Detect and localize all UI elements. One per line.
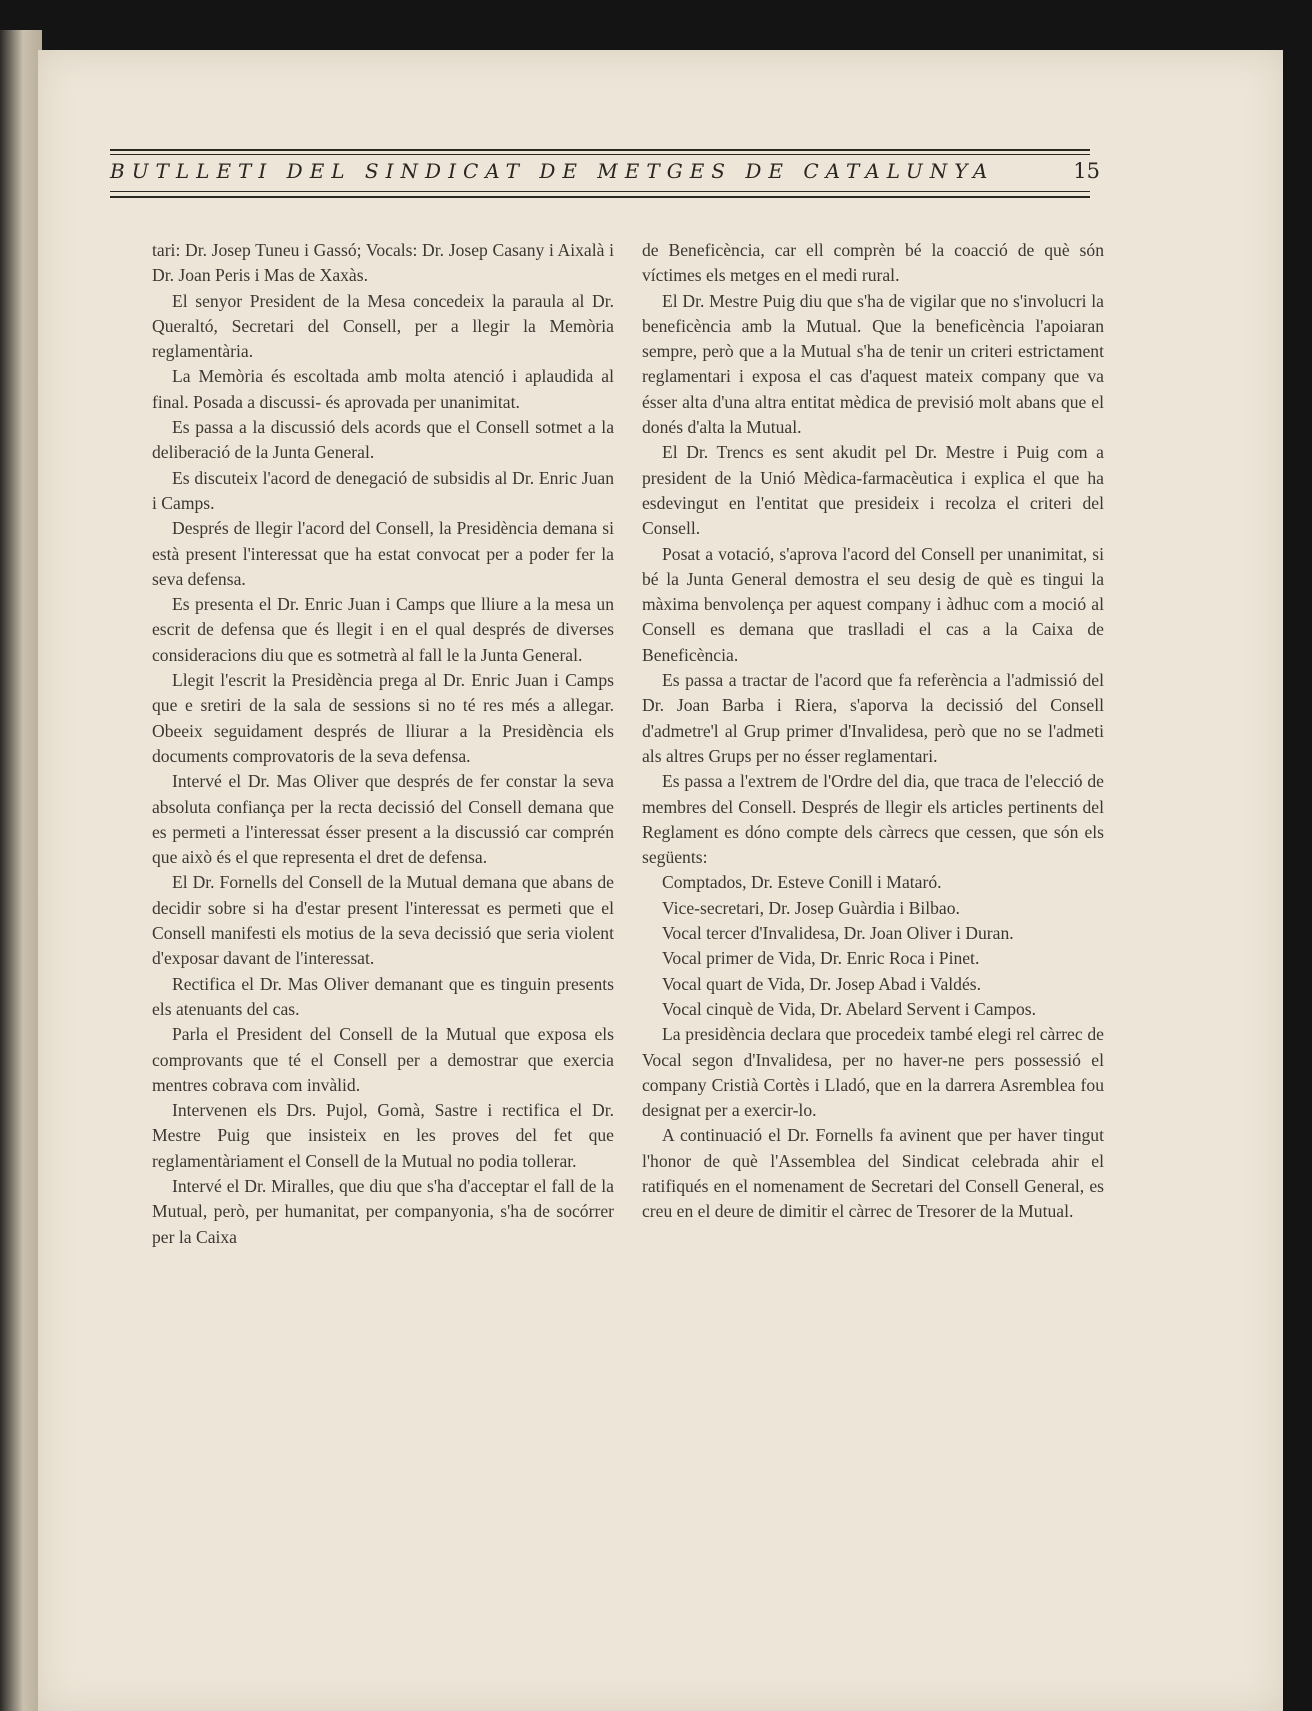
paragraph: La presidència declara que procedeix també elegi rel càrrec de Vocal segon d'Invalidesa, per no haver-ne pers possessió el company Cristià Cortès i Lladó, que en la darrera Asremblea fou designat per a exercir-lo. xyxy=(642,1024,1104,1121)
header-rule-top xyxy=(110,149,1090,151)
left-page-edge xyxy=(0,30,42,1711)
journal-title: BUTLLETI DEL SINDICAT DE METGES DE CATALUNYA xyxy=(110,159,995,183)
paragraph: Rectifica el Dr. Mas Oliver demanant que es tinguin presents els atenuants del cas. xyxy=(152,973,614,1019)
paragraph: Es passa a la discussió dels acords que el Consell sotmet a la deliberació de la Junta General. xyxy=(152,417,614,463)
paragraph: Intervenen els Drs. Pujol, Gomà, Sastre i rectifica el Dr. Mestre Puig que insisteix en les proves del fet que reglamentàriament el Consell de la Mutual no podia tollerar. xyxy=(152,1100,614,1171)
list-item: Vocal tercer d'Invalidesa, Dr. Joan Oliver i Duran. xyxy=(662,923,1014,944)
paragraph: Es presenta el Dr. Enric Juan i Camps que lliure a la mesa un escrit de defensa que és llegit i en el qual després de diverses consideracions diu que es sotmetrà al fall le la Junta General. xyxy=(152,594,614,665)
header-rule-top-thin xyxy=(110,154,1090,155)
paragraph: Posat a votació, s'aprova l'acord del Consell per unanimitat, si bé la Junta General demostra el seu desig de què es tingui la màxima benvolença per aquest company i àdhuc com a moció al Consell es demana que traslladi el cas a la Caixa de Beneficència. xyxy=(642,543,1104,665)
paragraph: Intervé el Dr. Mas Oliver que després de fer constar la seva absoluta confiança per la recta decissió del Consell demana que es permeti a l'interessat ésser present a la discussió car comprén que això és el que representa el dret de defensa. xyxy=(152,771,614,868)
right-column xyxy=(642,238,1104,1225)
list-item: Vocal primer de Vida, Dr. Enric Roca i Pinet. xyxy=(662,948,980,969)
paragraph: Intervé el Dr. Miralles, que diu que s'ha d'acceptar el fall de la Mutual, però, per humanitat, per companyonia, s'ha de socórrer per la Caixa xyxy=(152,1175,614,1247)
paragraph: Després de llegir l'acord del Consell, la Presidència demana si està present l'interessat que ha estat convocat per a poder fer la seva defensa. xyxy=(152,518,614,589)
paragraph: tari: Dr. Josep Tuneu i Gassó; Vocals: Dr. Josep Casany i Aixalà i Dr. Joan Peris i Mas de Xaxàs. xyxy=(152,240,614,286)
left-column xyxy=(152,238,614,1250)
paragraph: El Dr. Mestre Puig diu que s'ha de vigilar que no s'involucri la beneficència amb la Mutual. Que la beneficència l'apoiaran sempre, però que a la Mutual s'ha de tenir un criteri estrictament reglamentari i exposa el cas d'aquest mateix company que va ésser alta d'una altra entitat mèdica de previsió molt abans que el donés d'alta la Mutual. xyxy=(642,290,1104,438)
paragraph: A continuació el Dr. Fornells fa avinent que per haver tingut l'honor de què l'Assemblea del Sindicat celebrada ahir el ratifiqués en el nomenament de Secretari del Consell General, es creu en el deure de dimitir el càrrec de Tresorer de la Mutual. xyxy=(642,1125,1104,1222)
list-item: Vocal cinquè de Vida, Dr. Abelard Servent i Campos. xyxy=(662,998,1037,1019)
paragraph: Es passa a l'extrem de l'Ordre del dia, que traca de l'elecció de membres del Consell. Després de llegir els articles pertinents del Reglament es dóno compte dels càrrecs que cessen, que són els següents: xyxy=(642,771,1104,868)
paragraph: Es passa a tractar de l'acord que fa referència a l'admissió del Dr. Joan Barba i Riera, s'aporva la decissió del Consell d'admetre'l al Grup primer d'Invalidesa, però que no se l'admeti als altres Grups per no ésser reglamentari. xyxy=(642,670,1104,766)
paragraph: de Beneficència, car ell comprèn bé la coacció de què són víctimes els metges en el medi rural. xyxy=(642,240,1104,286)
list-item: Vocal quart de Vida, Dr. Josep Abad i Valdés. xyxy=(662,973,982,994)
list-item: Vice-secretari, Dr. Josep Guàrdia i Bilbao. xyxy=(662,897,960,918)
paragraph: El Dr. Fornells del Consell de la Mutual demana que abans de decidir sobre si ha d'estar present l'interessat es permeti que el Consell manifesti els motius de la seva decissió que seria violent d'exposar davant de l'interessat. xyxy=(152,872,614,969)
paragraph: La Memòria és escoltada amb molta atenció i aplaudida al final. Posada a discussi- és aprovada per unanimitat. xyxy=(152,366,614,412)
page-number: 15 xyxy=(1073,159,1100,183)
paragraph: El senyor President de la Mesa concedeix la paraula al Dr. Queraltó, Secretari del Consell, per a llegir la Memòria reglamentària. xyxy=(152,290,614,362)
paragraph: Es discuteix l'acord de denegació de subsidis al Dr. Enric Juan i Camps. xyxy=(152,467,614,513)
paragraph: Llegit l'escrit la Presidència prega al Dr. Enric Juan i Camps que e sretiri de la sala de sessions si no té res més a allegar. Obeeix seguidament després de lliurar a la Presidència els documents comprovatoris de la seva defensa. xyxy=(152,670,614,766)
list-item: Comptados, Dr. Esteve Conill i Mataró. xyxy=(662,872,942,893)
running-header xyxy=(110,97,1100,207)
paragraph: El Dr. Trencs es sent akudit pel Dr. Mestre i Puig com a president de la Unió Mèdica-farmacèutica i explica el que ha esdevingut en l'entitat que presideix i recolza el criteri del Consell. xyxy=(642,442,1104,539)
paragraph: Parla el President del Consell de la Mutual que exposa els comprovants que té el Consell per a demostrar que exercia mentres cobrava com invàlid. xyxy=(152,1024,614,1095)
header-rule-bottom xyxy=(110,196,1090,198)
header-rule-bottom-thin xyxy=(110,191,1090,192)
